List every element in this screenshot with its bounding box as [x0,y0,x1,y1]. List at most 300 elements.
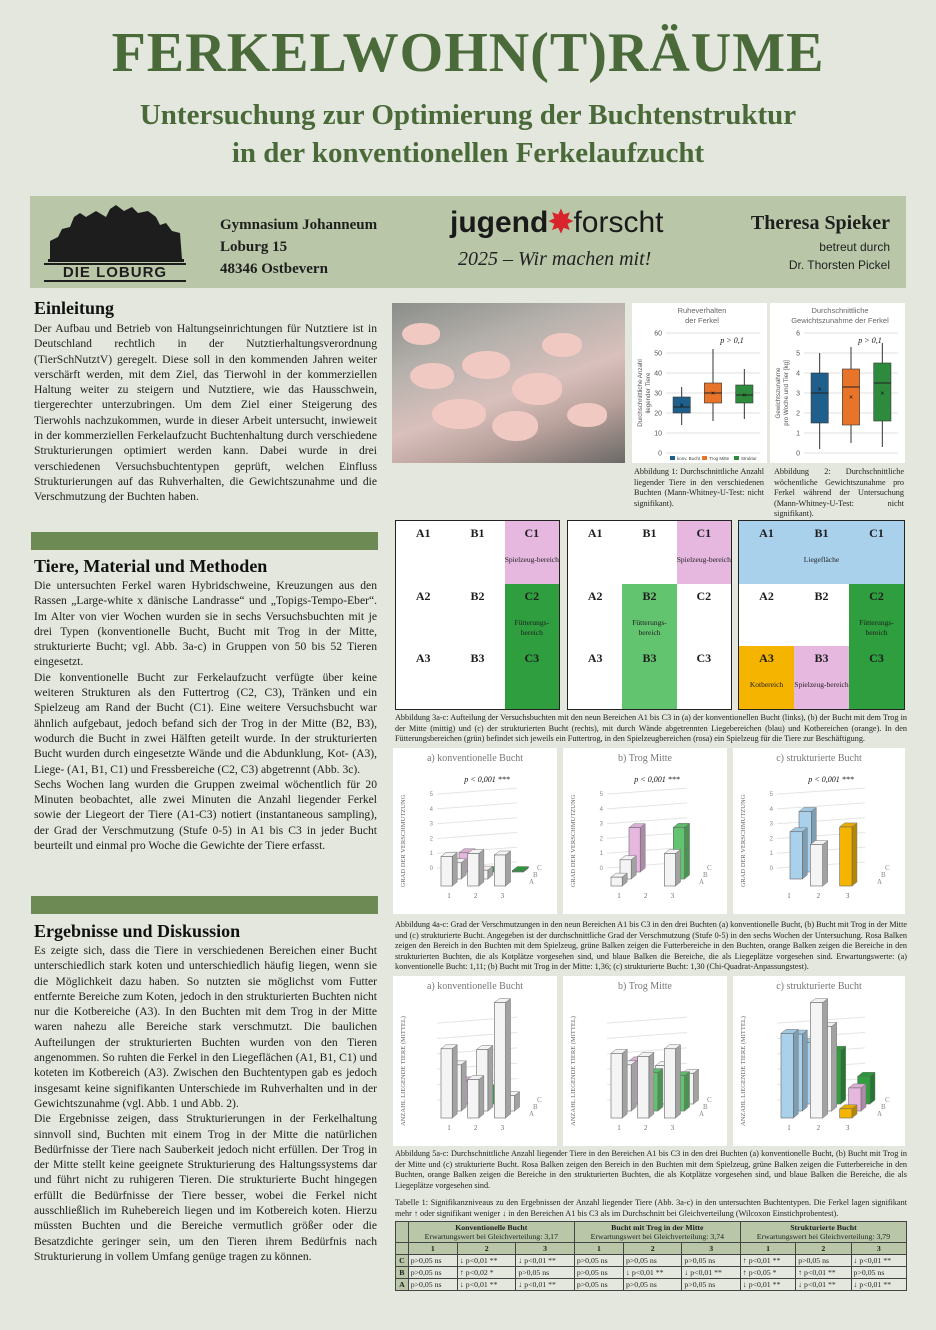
cell-b3-spiel [794,646,849,709]
table-cell: ↓ p<0,01 ** [516,1279,574,1291]
col-label: 2 [643,892,648,900]
col-label: 1 [447,892,451,900]
col-label: 2 [816,1124,821,1132]
gridline [607,1017,687,1023]
bar-side-A1 [452,1045,457,1118]
annotation: p < 0,001 *** [464,775,510,784]
bar-A1 [611,877,622,886]
chart-title: der Ferkel [685,316,719,325]
table-cell: p>0,05 ns [624,1255,682,1267]
bar-side-A2 [823,999,828,1118]
supervisor-name: Dr. Thorsten Pickel [788,258,890,272]
legend-swatch [734,456,739,460]
gridline [777,803,865,809]
bar-side-B2 [658,1069,663,1111]
bar-side-B3 [861,1084,866,1111]
tick-label: 1 [599,851,603,858]
cell-c2-fuetter [505,584,559,647]
bar-side-B2 [832,1022,837,1111]
gridline [607,818,687,824]
cell-a3: A3 [415,651,431,666]
tick-label: 4 [429,806,433,813]
col-header: 2 [457,1243,515,1255]
bar3d-chart [733,976,905,1146]
row-label: A [699,1110,705,1118]
col-label: 1 [447,1124,451,1132]
table-cell: ↑ p<0,01 ** [740,1255,795,1267]
school-city: 48346 Ostbevern [220,261,328,277]
y-axis-label: GRAD DER VERSCHMUTZUNG [400,794,407,888]
corner-cell [396,1243,409,1255]
row-header: C [396,1255,409,1267]
bar-side-B1 [802,1030,807,1111]
pen-a-konventionell [395,520,560,710]
bar-side-A2 [479,1076,484,1118]
table-cell: p>0,05 ns [682,1255,740,1267]
table-cell: ↑ p<0,05 * [740,1267,795,1279]
legend-label: konv. Bucht [677,456,701,461]
tick-label: 0 [769,866,773,872]
significance-table [395,1221,907,1291]
bar-side-C2 [841,1046,846,1104]
gridline [607,788,687,794]
tick-label: 1 [796,430,800,438]
cell-label: C1 [524,526,540,540]
table-cell: p>0,05 ns [574,1279,623,1291]
bar3d-chart [393,748,557,914]
table-cell: ↓ p<0,01 ** [457,1255,515,1267]
cell-a1: A1 [415,526,431,540]
col-label: 2 [643,1124,648,1132]
chart-title: b) Trog Mitte [618,753,672,764]
y-axis-label: Gewichtszunahme [775,367,782,419]
bar-A3 [664,854,675,886]
school-street: Loburg 15 [220,239,288,255]
cell-c3-fuetter: C3 [505,646,559,709]
ergebnisse-heading: Ergebnisse und Diskussion [34,921,241,941]
col-label: 3 [500,1124,505,1132]
bar-side-A3 [506,999,511,1118]
cell-a3: A3 [587,651,603,666]
tick-label: 1 [429,851,433,858]
group-header: Strukturierte Bucht Erwartungswert bei Gleichverteilung: 3,79 [740,1222,906,1243]
tick-label: 2 [769,836,773,843]
zone-label: Spielzeug-bereich [504,555,559,564]
row-label: B [703,1103,708,1111]
logo-text: DIE LOBURG [44,263,186,282]
tick-label: 5 [769,792,773,799]
tick-label: 3 [429,821,433,828]
cell-b1: B1 [642,526,657,540]
tick-label: 10 [654,430,662,438]
cell-c2: C2 [696,588,712,603]
row-label: A [877,1110,883,1118]
bar-B1 [790,832,802,879]
piglet-shape [542,333,582,357]
zone-label: Fütterungs-bereich [514,617,550,637]
star-icon: ✸ [548,206,574,239]
y-axis-label: ANZAHL LIEGENDE TIERE (MITTEL) [570,1016,577,1126]
col-header: 3 [851,1243,906,1255]
legend-swatch [702,456,707,460]
tick-label: 2 [599,836,603,843]
mean-marker: × [679,402,684,410]
chart-title: b) Trog Mitte [618,981,672,992]
col-label: 1 [787,1124,791,1132]
table-cell: p>0,05 ns [682,1279,740,1291]
poster-title: FERKELWOHN(T)RÄUME [111,22,825,84]
legend-label: Struktur [741,456,757,461]
bar-side-B1 [461,1061,466,1111]
table-cell: ↓ p<0,01 ** [457,1279,515,1291]
annotation: p < 0,001 *** [634,775,680,784]
bar-A2 [638,1056,649,1118]
cell-a3-kot [739,646,794,709]
bar-side-A1 [452,852,457,886]
y-axis-label: ANZAHL LIEGENDE TIERE (MITTEL) [740,1016,747,1126]
cell-b3: B3 [470,651,485,666]
piglet-shape [410,363,454,389]
bar-C3 [512,871,523,872]
chart-4c [733,748,905,914]
supervised-label: betreut durch [819,240,890,254]
col-label: 2 [473,1124,478,1132]
row-header: A [396,1279,409,1291]
tick-label: 0 [599,866,603,872]
tick-label: 30 [654,390,662,398]
chart-ruheverhalten [632,303,767,463]
school-address [220,214,377,280]
piglet-shape [402,323,440,345]
section-divider [31,532,378,550]
mean-marker: × [848,394,854,402]
y-axis-label: Durchschnittliche Anzahl [637,359,644,427]
chart-title: Gewichtszunahme der Ferkel [791,316,889,325]
cell-label: C1 [696,526,712,540]
annotation: p < 0,001 *** [808,775,854,784]
bar-A2 [810,1003,822,1118]
bar-side-C1 [640,824,645,872]
legend-label: Trog Mitte [709,456,730,461]
row-label: C [707,864,712,872]
table-cell: ↓ p<0,01 ** [624,1267,682,1279]
cell-a2: A2 [587,588,603,603]
tick-label: 6 [796,330,800,338]
piglet-shape [492,411,538,441]
pen-c-strukturiert [738,520,905,710]
bar-A3 [840,1109,852,1118]
group-header: Bucht mit Trog in der Mitte Erwartungswert bei Gleichverteilung: 3,74 [574,1222,740,1243]
cell-b1-liege [794,521,849,584]
gridline [437,818,517,824]
cell-a1: A1 [587,526,603,540]
col-label: 3 [845,892,850,900]
table-cell: p>0,05 ns [851,1267,906,1279]
row-label: C [885,1096,890,1104]
col-header: 3 [516,1243,574,1255]
tick-label: 4 [796,370,800,378]
row-label: C [885,864,890,872]
author-block [700,212,890,274]
piglet-shape [432,399,486,429]
zone-label: Fütterungs-bereich [859,617,894,637]
box-chart-2 [770,303,905,463]
row-label: A [529,1110,535,1118]
table-cell: ↓ p<0,01 ** [851,1255,906,1267]
row-label: A [529,878,535,886]
chart-5c [733,976,905,1146]
cell-label: B1 [814,526,829,540]
group-header: Konventionelle Bucht Erwartungswert bei Gleichverteilung: 3,17 [408,1222,574,1243]
row-label: B [881,871,886,879]
chart-title: Ruheverhalten [677,306,727,315]
table-cell: p>0,05 ns [408,1267,457,1279]
tick-label: 4 [599,806,603,813]
chart-5b [563,976,727,1146]
bar-side-C3 [694,1069,699,1104]
jf-part2: forscht [573,206,664,239]
tick-label: 0 [429,866,433,872]
tick-label: 3 [769,821,773,828]
mean-marker: × [742,392,747,400]
bar-side-A3 [676,1045,681,1118]
methoden-text: Die untersuchten Ferkel waren Hybridschweine, Kreuzungen aus den Rassen „Large-white x dänische Landrasse“ und „Topigs-Tempo-Eber“. Im Alter von vier Wochen wurden sie in sechs Versuchsbuchten mit je drei Typen (konventionelle Bucht, Bucht mit Trog in der Mitte, strukturierte Bucht; vgl. Abb. 3a-c) in Gruppen von 50 bis 52 Tieren eingesetzt. Die konventionelle Bucht zur Ferkelaufzucht verfügte über keine weiteren Strukturen als den Futtertrog (C2, C3), Tränken und ein Spielzeug am Rand der Bucht (C1). Eine weitere Versuchsbucht war ähnlich aufgebaut, jedoch befand sich der Trog in der Mitte (B2, B3), wodurch die Bucht in zwei Hälften geteilt wurde. In der strukturierten Bucht wurden durch eingesetzte Wände und die Abdunklung, Kot- (A3), Liege- (A1, B1, C1) und Fressbereiche (C2, C3) abgetrennt (Abb. 3c). Sechs Wochen lang wurden die Gruppen zweimal wöchentlich für 20 Minuten beobachtet, alle zwei Minuten die Anzahl liegender Ferkel sowie der Liegeort der Tiere (A1-C3) notiert (instantaneous sampling), der Grad der Verschmutzung (Stufe 0-5) in A1 bis C3 in jeder Bucht beurteilt und einmal pro Woche die Gewichte der Tiere erfasst. [34,579,377,853]
tick-label: 60 [654,330,662,338]
bar-side-A2 [823,841,828,886]
cell-c1-spiel [505,521,559,584]
row-label: B [533,1103,538,1111]
col-label: 1 [617,892,621,900]
bar-side-A3 [676,850,681,886]
ergebnisse-text: Es zeigte sich, dass die Tiere in verschiedenen Bereichen einer Bucht unterschiedlich stark koten und unterschiedlich häufig liegen, wenn sie die Möglichkeit dazu haben. So nutzten sie möglichst vom Futter entfernte Bereiche zum Koten, jedoch in den strukturierten Buchten nicht nur die Kotbereiche (A3). In den Buchten mit dem Trog in der Mitte waren nahezu alle Bereiche stark verschmutzt. Die baulichen Aufteilungen der strukturierten Buchten wurden von den Tieren angenommen. So ruhten die Ferkel in den Liegeflächen (A1, B1, C1) und koteten im Kotbereich (A3). Zwischen den Buchtentypen gab es jedoch insgesamt keine signifikanten Unterschiede im Ruhverhalten und in der Gewichtszunahme (vgl. Abb. 1 und Abb. 2). Die Ergebnisse zeigen, dass Strukturierungen in der Ferkelhaltung sinnvoll sind, Buchten mit einem Trog in der Mitte die natürlichen Bedürfnisse der Tiere nach Sauberkeit jedoch nicht erfüllen. Der Trog in der Mitte stellt keine geeignete Strukturierung des Haltungssystems dar und führt nicht zu ruhigeren Tieren. Die strukturierte Bucht hingegen erfüllt die Bedürfnisse der Tiere besser, wobei die Ferkel nicht ausschließlich im Ruhebereich liegen und im Kotbereich koten. Hierzu müssten Buchten und die Bereiche vermutlich größer oder die Besatzdichte geringer sein, um den Tieren ihrem Bedürfnis nach Strukturierung in vollem Umfang genüge tragen zu können. [34,944,377,1263]
table-cell: ↓ p<0,01 ** [796,1279,851,1291]
cell-a2: A2 [415,588,431,603]
bar-side-B3 [685,823,690,879]
fig5-caption: Abbildung 5a-c: Durchschnittliche Anzahl liegender Tiere in den Bereichen A1 bis C3 in den drei Buchten (a) konventionelle Bucht, (b) Bucht mit Trog in der Mitte und (c) strukturierte Bucht. Rosa Balken zeigen den Bereich in den Buchten mit dem Spielzeug, grüne Balken zeigen die Futterbereiche in den Buchten, orange Balken zeigen die Bereiche in den strukturierten Buchten, die als Kotplätze vorgesehen sind, und blaue Balken die Bereiche, die als Liegeplätze vorgesehen sind. [395,1149,907,1190]
piglet-shape [462,351,510,379]
tick-label: 2 [796,410,800,418]
bar-side-B1 [631,1061,636,1111]
tick-label: 20 [654,410,662,418]
bar-side-B1 [802,828,807,879]
tick-label: 4 [769,806,773,813]
table-row [396,1267,907,1279]
y-axis-label: GRAD DER VERSCHMUTZUNG [570,794,577,888]
row-label: B [881,1103,886,1111]
zone-label: Kotbereich [749,680,784,690]
bar-A3 [664,1049,675,1118]
piglets-photo [392,303,625,463]
tick-label: 0 [796,450,800,458]
tick-label: 50 [654,350,662,358]
col-header: 1 [740,1243,795,1255]
row-header: B [396,1267,409,1279]
y-axis-label: pro Woche und Tier [kg] [783,360,790,426]
cell-c2-fuetter [849,584,904,647]
bar-A1 [441,856,452,886]
table-cell: p>0,05 ns [574,1267,623,1279]
tick-label: 1 [769,851,773,858]
tick-label: 0 [658,450,662,458]
row-label: A [877,878,883,886]
cell-label: B3 [814,651,829,666]
table-cell: p>0,05 ns [408,1279,457,1291]
gridline [437,832,517,838]
table-cell: p>0,05 ns [574,1255,623,1267]
box-1 [811,373,828,423]
author-name: Theresa Spieker [750,212,890,234]
zone-label: Liegefläche [803,555,840,564]
bar-A2 [468,1080,479,1118]
bar3d-chart [733,748,905,914]
einleitung-heading: Einleitung [34,298,115,318]
chart-4a [393,748,557,914]
bar-side-A1 [622,1049,627,1118]
legend-swatch [670,456,675,460]
pen-b-trog-mitte [567,520,732,710]
subtitle-line-2: in der konventionellen Ferkelaufzucht [231,137,705,169]
table-row [396,1279,907,1291]
table-cell: p>0,05 ns [624,1279,682,1291]
gridline [607,1032,687,1038]
mean-marker: × [880,390,885,398]
cell-a1-liege: A1 [739,521,794,584]
zone-label: Fütterungs-bereich [632,617,667,637]
mean-marker: × [817,386,822,394]
box-chart-1 [632,303,767,463]
gridline [607,803,687,809]
chart-5a [393,976,557,1146]
col-label: 3 [500,892,505,900]
bar3d-chart [563,976,727,1146]
fig2-caption: Abbildung 2: Durchschnittliche wöchentliche Gewichtszunahme pro Ferkel während der Untersuchung (Mann-Whitney-U-Test: nicht signifikant). [774,467,904,519]
jf-part1: jugend [450,206,549,239]
subtitle-line-1: Untersuchung zur Optimierung der Buchtenstruktur [139,99,797,131]
col-label: 3 [670,1124,675,1132]
fig4-caption: Abbildung 4a-c: Grad der Verschmutzungen in den neun Bereichen A1 bis C3 in den drei Buchten (a) konventionelle Bucht, (b) Bucht mit Trog in der Mitte und (c) strukturierte Bucht. Angegeben ist der durchschnittliche Grad der Verschmutzung (Stufe 0-5) in den sechs Wochen der Untersuchung. Rosa Balken zeigen den Bereich in den Buchten mit dem Spielzeug, grüne Balken zeigen die Futterbereiche in den Buchten, orange Balken zeigen die Bereiche in den strukturierten Buchten, die als Kotplätze vorgesehen sind, und blaue Balken die Bereiche, die als Liegeplätze vorgesehen sind. Erwartungswerte: (a) konventionelle Bucht: 1,11; (b) Bucht mit Trog in der Mitte: 1,36; (c) strukturierte Bucht: 1,30 (Chi-Quadrat-Anpassungstest). [395,920,907,972]
col-header: 2 [796,1243,851,1255]
cell-a2: A2 [759,588,774,603]
table-cell: p>0,05 ns [516,1267,574,1279]
gridline [777,788,865,794]
table-cell: ↑ p<0,02 * [457,1267,515,1279]
fig3-caption: Abbildung 3a-c: Aufteilung der Versuchsbuchten mit den neun Bereichen A1 bis C3 in (a) der konventionellen Bucht (links), (b) der Bucht mit dem Trog in der Mitte (mittig) und (c) der strukturierten Bucht (rechts), mit durch Wände abgetrennten Liegebereichen (blau) und Kotbereichen (orange). In den Fütterungsbereichen (grün) befindet sich jeweils ein Futtertrog, in den Spielzeugbereichen (rosa) ein Spielzeug für die Tiere zur Beschäftigung. [395,713,907,744]
chart-title: Durchschnittliche [811,306,869,315]
section-divider [31,896,378,914]
bar-side-B3 [685,1072,690,1111]
poster-subtitle [0,96,936,172]
bar-side-A2 [479,850,484,886]
bar-side-A1 [793,1029,798,1118]
col-label: 3 [845,1124,850,1132]
piglet-shape [512,373,562,405]
col-label: 2 [816,892,821,900]
bar-A2 [468,854,479,886]
piglet-shape [567,403,607,427]
cell-c3-fuetter: C3 [849,646,904,709]
bar-A1 [611,1053,622,1118]
bar-side-C3 [870,1072,875,1104]
row-label: A [699,878,705,886]
cell-label: B2 [642,588,657,603]
table-cell: p>0,05 ns [408,1255,457,1267]
tick-label: 5 [796,350,800,358]
bar-A3 [494,1003,505,1118]
zone-label: Spielzeug-bereich [794,680,849,690]
cell-label: C2 [524,588,540,603]
chart-title: c) strukturierte Bucht [776,753,862,764]
col-header: 1 [408,1243,457,1255]
col-header: 1 [574,1243,623,1255]
col-label: 1 [787,892,791,900]
bar-A1 [441,1049,452,1118]
tick-label: 3 [599,821,603,828]
cell-b2-fuetter [622,584,676,647]
school-name: Gymnasium Johanneum [220,217,378,233]
bar-A1 [781,1033,793,1118]
methoden-heading: Tiere, Material und Methoden [34,556,268,576]
cell-c3: C3 [696,651,712,666]
bar-side-B1 [631,856,636,879]
gridline [437,788,517,794]
bar-side-B2 [488,1045,493,1111]
mean-marker: × [710,390,716,398]
cell-b2: B2 [470,588,485,603]
tick-label: 5 [599,792,603,799]
jugend-forscht-logo [450,205,664,240]
cell-c1-spiel [677,521,731,584]
cell-b1: B1 [470,526,485,540]
table-cell: ↓ p<0,01 ** [851,1279,906,1291]
table-cell: ↑ p<0,01 ** [796,1267,851,1279]
tick-label: 2 [429,836,433,843]
loburg-logo [40,203,190,283]
table-caption: Tabelle 1: Signifikanzniveaus zu den Ergebnissen der Anzahl liegender Tiere (Abb. 3a-c) in den untersuchten Buchtentypen. Die Ferkel lagen signifikant mehr ↑ oder signifikant weniger ↓ in den Bereichen A1 bis C3 als im Durchschnitt bei Gleichverteilung (Wilcoxon Einstichprobentest). [395,1198,907,1218]
table-cell: ↓ p<0,01 ** [516,1255,574,1267]
bar-side-A3 [506,851,511,886]
row-label: C [537,1096,542,1104]
cell-c1-liege: C1 [849,521,904,584]
zone-label: Spielzeug-bereich [676,555,731,564]
row-label: C [537,864,542,872]
table-cell: ↓ p<0,01 ** [740,1279,795,1291]
row-label: B [703,871,708,879]
col-header: 3 [682,1243,740,1255]
row-label: B [533,871,538,879]
cell-label: A3 [759,651,774,666]
cell-b2: B2 [814,588,829,603]
table-cell: ↓ p<0,01 ** [682,1267,740,1279]
col-label: 2 [473,892,478,900]
sig-table [395,1221,907,1291]
bar-A3 [840,827,852,886]
gridline [437,803,517,809]
annotation: p > 0,1 [720,336,744,345]
bar-A3 [494,855,505,886]
y-axis-label: GRAD DER VERSCHMUTZUNG [740,794,747,888]
fig1-caption: Abbildung 1: Durchschnittliche Anzahl liegender Tiere in den verschiedenen Buchten (Mann-Whitney-U-Test: nicht signifikant). [634,467,764,508]
einleitung-text: Der Aufbau und Betrieb von Haltungseinrichtungen für Nutztiere ist in Deutschland rechtlich in der Nutztierhaltungsverordnung (TierSchNutztV) geregelt. Diese soll in den kommenden Jahren weiter verschärft werden, mit dem Ziel, das Tierwohl in der kommerziellen Haltung weiter zu steigern und Nutztiere, wie das Hausschwein, tiergerechter unterzubringen. Um dem Ziel einer Steigerung des Tierwohls nachzukommen, wurde in dieser Arbeit untersucht, inwieweit in der kommerziellen Ferkelaufzucht Buchtenhaltung durch verschiedene Strukturierungen optimiert werden kann. Dabei wurde in drei verschiedenen Versuchsbuchtentypen geprüft, welchen Einfluss Strukturierungen auf das Ruhverhalten, die Gewichtszunahme und die Verschmutzung der Buchten haben. [34,322,377,504]
cell-label: C2 [869,588,884,603]
cell-b3-fuetter: B3 [622,646,676,709]
chart-gewicht [770,303,905,463]
col-label: 1 [617,1124,621,1132]
tick-label: 3 [796,390,800,398]
chart-4b [563,748,727,914]
y-axis-label: ANZAHL LIEGENDE TIERE (MITTEL) [400,1016,407,1126]
bar3d-chart [563,748,727,914]
bar3d-chart [393,976,557,1146]
